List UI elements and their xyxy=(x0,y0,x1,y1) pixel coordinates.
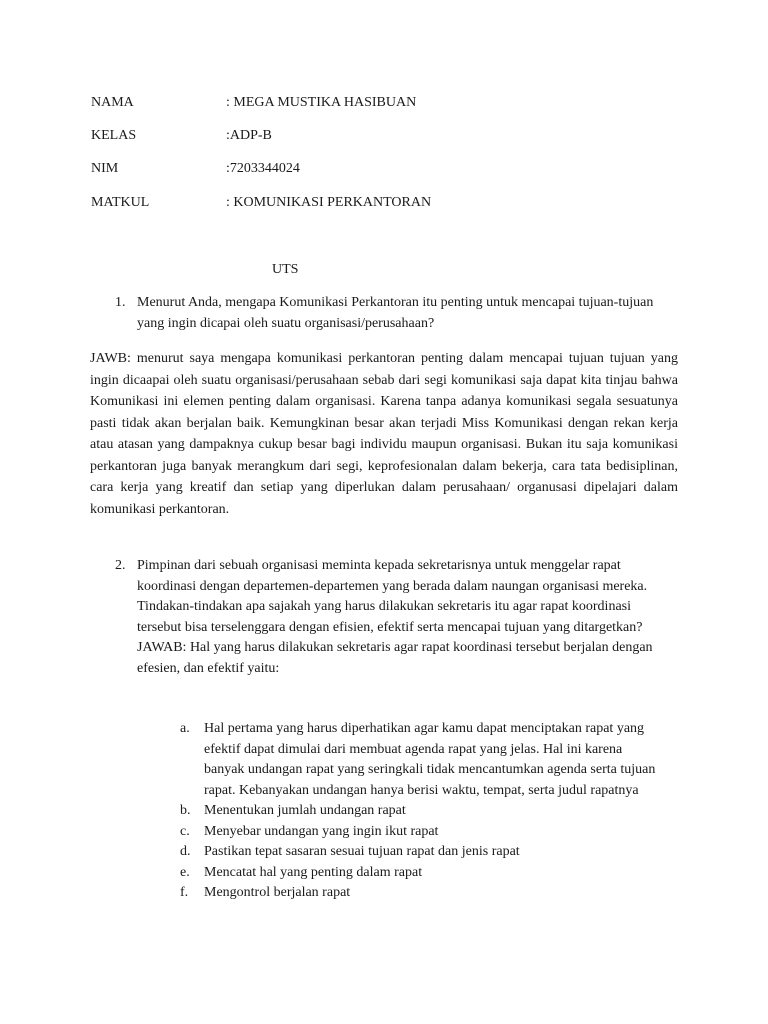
header-value: : MEGA MUSTIKA HASIBUAN xyxy=(226,95,417,110)
list-item-letter: d. xyxy=(180,844,191,859)
list-item-letter: a. xyxy=(180,721,190,736)
list-item xyxy=(180,883,660,904)
question-text: Pimpinan dari sebuah organisasi meminta kepada sekretarisnya untuk menggelar rapat koordinasi dengan departemen-departemen yang berada dalam naungan organisasi mereka. Tindakan-tindakan apa sajakah yang harus dilakukan sekretaris itu agar rapat koordinasi tersebut bisa terselenggara dengan efisien, efektif serta mencapai tujuan yang ditargetkan? xyxy=(137,558,648,635)
question-number: 2. xyxy=(115,558,126,573)
list-item-text: Hal pertama yang harus diperhatikan agar kamu dapat menciptakan rapat yang efektif dapat dimulai dari membuat agenda rapat yang jelas. Hal ini karena banyak undangan rapat yang seringkali tidak mencantumkan agenda serta tujuan rapat. Kebanyakan undangan hanya berisi waktu, tempat, serta judul rapatnya xyxy=(204,721,656,798)
header-label: NIM xyxy=(91,161,119,176)
list-item-letter: c. xyxy=(180,823,190,839)
header-label: MATKUL xyxy=(91,195,150,210)
header-value: :ADP-B xyxy=(226,128,272,143)
list-item xyxy=(180,863,660,884)
list-item xyxy=(180,719,660,801)
list-item xyxy=(180,822,660,843)
document-title: UTS xyxy=(272,262,299,277)
list-item-letter: e. xyxy=(180,864,190,880)
list-item-text: Mengontrol berjalan rapat xyxy=(204,885,351,900)
question-2-body xyxy=(137,556,677,680)
list-item-text: Pastikan tepat sasaran sesuai tujuan rapat dan jenis rapat xyxy=(204,844,520,859)
answer-2-list xyxy=(180,719,660,904)
question-text: Menurut Anda, mengapa Komunikasi Perkantoran itu penting untuk mencapai tujuan-tujuan yang ingin dicapai oleh suatu organisasi/perusahaan? xyxy=(137,295,654,331)
header-label: KELAS xyxy=(91,128,137,143)
answer-1: JAWB: menurut saya mengapa komunikasi perkantoran penting dalam mencapai tujuan tujuan yang ingin dicaapai oleh suatu organisasi/perusahaan sebab dari segi komunikasi saja dapat kita tinjau bahwa Komunikasi ini elemen penting dalam organisasi. Karena tanpa adanya komunikasi segala sesuatunya pasti tidak akan berjalan baik. Kemungkinan besar akan terjadi Miss Komunikasi dengan rekan kerja atau atasan yang dampaknya cukup besar bagi individu maupun organisasi. Bukan itu saja komunikasi perkantoran juga banyak merangkum dari segi, keprofesionalan dalam bekerja, cara tata bedisiplinan, cara kerja yang kreatif dan setiap yang diperlukan dalam perusahaan/ organusasi dipelajari dalam komunikasi perkantoran. xyxy=(90,351,678,517)
list-item-letter: f. xyxy=(180,885,189,900)
list-item xyxy=(180,801,660,822)
header-value: :7203344024 xyxy=(226,161,300,176)
answer-2-intro: JAWAB: Hal yang harus dilakukan sekretaris agar rapat koordinasi tersebut berjalan dengan efesien, dan efektif yaitu: xyxy=(137,640,653,676)
list-item-text: Mencatat hal yang penting dalam rapat xyxy=(204,864,423,880)
header-label: NAMA xyxy=(91,95,134,110)
question-number: 1. xyxy=(115,295,126,310)
list-item xyxy=(180,842,660,863)
list-item-text: Menentukan jumlah undangan rapat xyxy=(204,803,406,818)
list-item-text: Menyebar undangan yang ingin ikut rapat xyxy=(204,823,439,839)
header-value: : KOMUNIKASI PERKANTORAN xyxy=(226,195,432,210)
list-item-letter: b. xyxy=(180,803,191,818)
